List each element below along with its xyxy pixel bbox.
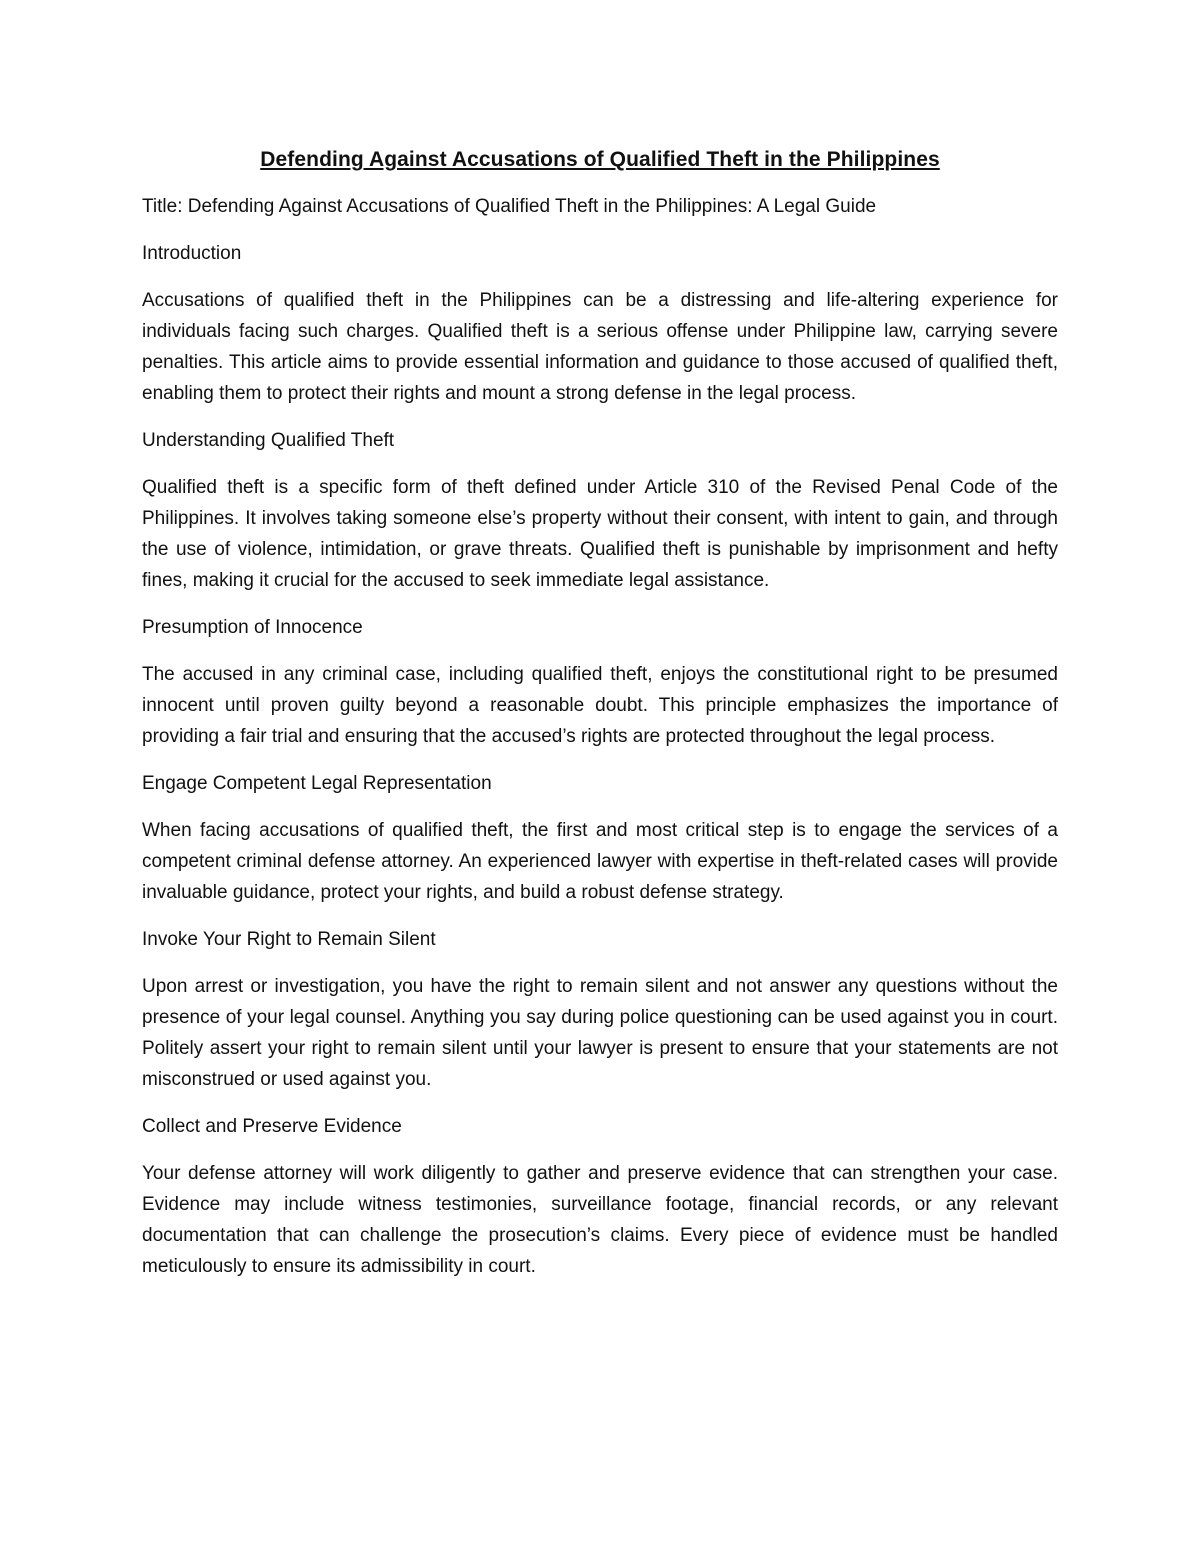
- section-heading-introduction: Introduction: [142, 243, 242, 264]
- section-body-introduction: Accusations of qualified theft in the Philippines can be a distressing and life-altering experience for individuals facing such charges. Qualified theft is a serious offense under Philippine law, carrying severe penalties. This article aims to provide essential information and guidance to those accused of qualified theft, enabling them to protect their rights and mount a strong defense in the legal process.: [142, 290, 1058, 404]
- section-body-understanding: Qualified theft is a specific form of theft defined under Article 310 of the Revised Penal Code of the Philippines. It involves taking someone else’s property without their consent, with intent to gain, and through the use of violence, intimidation, or grave threats. Qualified theft is punishable by imprisonment and hefty fines, making it crucial for the accused to seek immediate legal assistance.: [142, 477, 1058, 591]
- section-heading-evidence: Collect and Preserve Evidence: [142, 1116, 402, 1137]
- section-heading-remain-silent: Invoke Your Right to Remain Silent: [142, 929, 436, 950]
- section-body-presumption: The accused in any criminal case, including qualified theft, enjoys the constitutional right to be presumed innocent until proven guilty beyond a reasonable doubt. This principle emphasizes the importance of providing a fair trial and ensuring that the accused’s rights are protected throughout the legal process.: [142, 664, 1058, 747]
- document-content: [142, 146, 1058, 1298]
- document-heading: Defending Against Accusations of Qualified Theft in the Philippines: [260, 148, 940, 171]
- section-body-representation: When facing accusations of qualified theft, the first and most critical step is to engage the services of a competent criminal defense attorney. An experienced lawyer with expertise in theft-related cases will provide invaluable guidance, protect your rights, and build a robust defense strategy.: [142, 820, 1058, 903]
- title-line: Title: Defending Against Accusations of Qualified Theft in the Philippines: A Legal Guide: [142, 196, 877, 217]
- section-heading-presumption: Presumption of Innocence: [142, 617, 363, 638]
- section-heading-understanding: Understanding Qualified Theft: [142, 430, 395, 451]
- section-body-evidence: Your defense attorney will work diligently to gather and preserve evidence that can strengthen your case. Evidence may include witness testimonies, surveillance footage, financial records, or any relevant documentation that can challenge the prosecution’s claims. Every piece of evidence must be handled meticulously to ensure its admissibility in court.: [142, 1163, 1058, 1277]
- section-heading-representation: Engage Competent Legal Representation: [142, 773, 492, 794]
- section-body-remain-silent: Upon arrest or investigation, you have the right to remain silent and not answer any questions without the presence of your legal counsel. Anything you say during police questioning can be used against you in court. Politely assert your right to remain silent until your lawyer is present to ensure that your statements are not misconstrued or used against you.: [142, 976, 1058, 1090]
